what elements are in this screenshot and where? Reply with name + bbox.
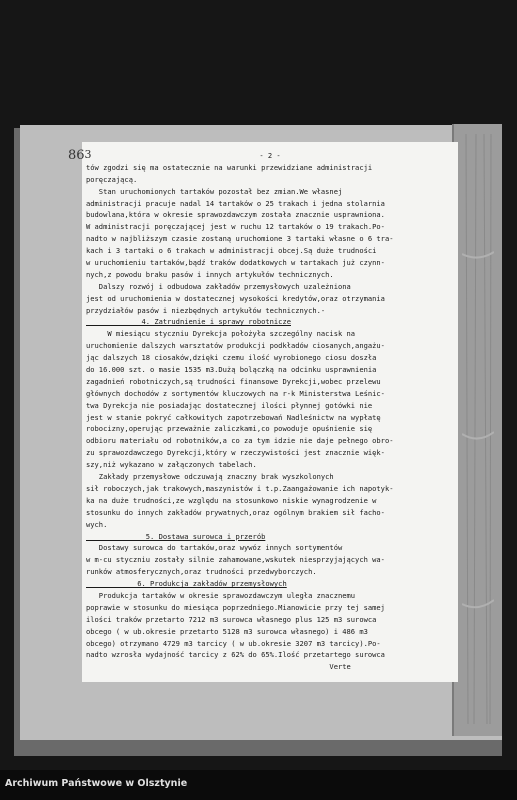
document-line: obcego) otrzymano 4729 m3 tarcicy ( w ub.okresie 3207 m3 tarcicy).Po- xyxy=(86,638,381,648)
folio-number-main: 86 xyxy=(68,148,85,163)
document-line: Dostawy surowca do tartaków,oraz wywóz innych sortymentów xyxy=(86,543,343,553)
document-line: poprawie w stosunku do miesiąca poprzedniego.Mianowicie przy tej samej xyxy=(86,602,385,612)
document-line: Stan uruchomionych tartaków pozostał bez zmian.We własnej xyxy=(86,186,343,196)
document-line: przydziałów pasów i niezbędnych artykułów technicznych.- xyxy=(86,305,326,315)
document-line: jest w stanie pokryć całkowitych zapotrzebowań Nadleśnictw na wypłatę xyxy=(86,412,381,422)
document-line: administracji pracuje nadal 14 tartaków o 25 trakach i jedna stolarnia xyxy=(86,198,385,208)
folio-number xyxy=(68,148,92,163)
document-line: uruchomienie dalszych warsztatów produkcji podkładów ciosanych,angażu- xyxy=(86,341,385,351)
document-line: Verte xyxy=(86,662,351,672)
page-marker: - 2 - xyxy=(259,151,281,160)
document-line: ilości traków przetarto 7212 m3 surowca własnego plus 125 m3 surowca xyxy=(86,614,377,624)
document-line: stosunku do innych zakładów prywatnych,oraz ogólnym brakiem sił facho- xyxy=(86,507,385,517)
folder-spine xyxy=(452,124,502,736)
document-line: zu sprawozdawczego Dyrekcji,który w rzeczywistości jest znacznie więk- xyxy=(86,448,385,458)
section-heading: 6. Produkcja zakładów przemysłowych xyxy=(86,579,287,589)
document-line: jąc dalszych 18 ciosaków,dzięki czemu ilość wyrobionego ciosu doszła xyxy=(86,353,377,363)
document-line: zagadnień robotniczych,są trudności finansowe Dyrekcji,wobec przelewu xyxy=(86,376,381,386)
document-line: nadto w najbliższym czasie zostaną uruchomione 3 tartaki własne o 6 tra- xyxy=(86,234,394,244)
document-line: Zakłady przemysłowe odczuwają znaczny brak wyszkolonych xyxy=(86,472,334,482)
archive-caption: Archiwum Państwowe w Olsztynie xyxy=(5,778,188,789)
document-line: kach i 3 tartaki o 6 trakach w administracji obcej.Są duże trudności xyxy=(86,246,377,256)
document-line: do 16.000 szt. o masie 1535 m3.Dużą bolączką na odcinku usprawnienia xyxy=(86,365,377,375)
document-text xyxy=(86,150,454,673)
section-heading: 4. Zatrudnienie i sprawy robotnicze xyxy=(86,317,291,327)
document-line: W miesiącu styczniu Dyrekcja położyła szczególny nacisk na xyxy=(86,329,356,339)
document-line: budowlana,która w okresie sprawozdawczym została znacznie usprawniona. xyxy=(86,210,385,220)
document-line: poręczającą. xyxy=(86,174,138,184)
document-line: nadto wzrosła wydajność tarcicy z 62% do 65%.Ilość przetartego surowca xyxy=(86,650,385,660)
caption-bar xyxy=(0,770,517,800)
document-line: nych,z powodu braku pasów i innych artykułów technicznych. xyxy=(86,269,334,279)
document-line: ka na duże trudności,ze względu na stosunkowo niskie wynagrodzenie w xyxy=(86,495,377,505)
document-line: Produkcja tartaków w okresie sprawozdawczym uległa znacznemu xyxy=(86,590,356,600)
document-line: sił roboczych,jak trakowych,maszynistów i t.p.Zaangażowanie ich napotyk- xyxy=(86,483,394,493)
document-line: w m-cu styczniu zostały silnie zahamowane,wskutek niesprzyjających wa- xyxy=(86,555,385,565)
document-line: W administracji poręczającej jest w ruchu 12 tartaków o 19 trakach.Po- xyxy=(86,222,385,232)
document-line: obcego ( w ub.okresie przetarto 5128 m3 surowca własnego) i 486 m3 xyxy=(86,626,368,636)
document-line: runków atmosferycznych,oraz trudności przedwyborczych. xyxy=(86,567,317,577)
document-line: tów zgodzi się ma ostatecznie na warunki przewidziane administracji xyxy=(86,162,373,172)
document-line: Dalszy rozwój i odbudowa zakładów przemysłowych uzależniona xyxy=(86,281,351,291)
section-heading: 5. Dostawa surowca i przerób xyxy=(86,531,266,541)
document-line: szy,niż wykazano w załączonych tabelach. xyxy=(86,460,257,470)
document-line: w uruchomieniu tartaków,bądź traków dodatkowych w tartakach już czynn- xyxy=(86,258,385,268)
folio-number-suffix: 3 xyxy=(84,148,92,161)
document-line: odbioru materiału od robotników,a co za tym idzie nie daje pełnego obro- xyxy=(86,436,394,446)
document-line: robocizny,operując przeważnie zaliczkami,co powoduje opuśnienie się xyxy=(86,424,373,434)
document-line: wych. xyxy=(86,519,108,529)
document-line: głównych dochodów z sortymentów kluczowych na r-k Ministerstwa Leśnic- xyxy=(86,388,385,398)
spine-texture xyxy=(462,134,494,724)
document-line: twa Dyrekcja nie posiadając dostatecznej ilości płynnej gotówki nie xyxy=(86,400,373,410)
document-page xyxy=(82,142,458,682)
document-line: jest od uruchomienia w dostatecznej wysokości kredytów,oraz otrzymania xyxy=(86,293,385,303)
